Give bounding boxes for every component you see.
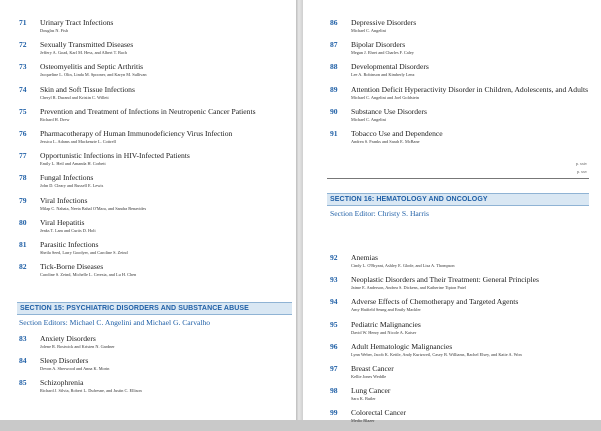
chapter-authors: Kellie Jones Weddle: [351, 373, 387, 379]
chapter-title[interactable]: Parasitic Infections: [40, 239, 99, 249]
chapter-authors: Cindy L. O'Bryant, Ashley E. Glode, and Lisa A. Thompson: [351, 263, 455, 268]
chapter-title[interactable]: Depressive Disorders: [351, 18, 417, 27]
chapter-text: [40, 18, 290, 34]
chapter-authors: Milap C. Nahata, Neeta Bahal O'Mara, and Sandra Benavides: [40, 205, 147, 211]
left-page: [0, 0, 296, 420]
chapter-number: 92: [330, 253, 338, 262]
chapter-entry[interactable]: [19, 129, 290, 145]
chapter-entry[interactable]: [19, 262, 290, 278]
chapter-title[interactable]: Neoplastic Disorders and Their Treatment: General Principles: [351, 275, 539, 285]
chapter-list: [330, 18, 595, 151]
chapter-text: [40, 151, 290, 167]
chapter-authors: Jolene R. Bostwick and Kristen N. Gardner: [40, 344, 115, 349]
chapter-title[interactable]: Lung Cancer: [351, 386, 391, 396]
chapter-authors: Andrea S. Franks and Sarah E. McBane: [351, 138, 420, 144]
chapter-text: [40, 218, 290, 234]
chapter-title[interactable]: Viral Hepatitis: [40, 217, 85, 227]
chapter-text: [351, 107, 595, 123]
chapter-entry[interactable]: [330, 408, 595, 424]
chapter-entry[interactable]: [330, 18, 595, 34]
chapter-number: 83: [19, 334, 27, 343]
chapter-number: 74: [19, 84, 27, 94]
page-mark: p. xxiv: [575, 161, 587, 166]
chapter-entry[interactable]: [19, 18, 290, 34]
chapter-number: 84: [19, 356, 27, 366]
chapter-authors: David W. Henry and Nicole A. Kaiser: [351, 329, 417, 335]
chapter-text: [351, 275, 595, 291]
chapter-number: 80: [19, 217, 27, 227]
chapter-authors: Lee A. Robinson and Kimberly Lenz: [351, 72, 415, 78]
chapter-text: [40, 356, 290, 372]
chapter-number: 89: [330, 84, 338, 94]
chapter-entry[interactable]: [19, 334, 290, 350]
chapter-number: 76: [19, 128, 27, 138]
chapter-text: [351, 386, 595, 402]
chapter-text: [40, 40, 290, 56]
chapter-entry[interactable]: [19, 151, 290, 167]
chapter-text: [351, 297, 595, 313]
chapter-number: 88: [330, 62, 338, 72]
chapter-number: 79: [19, 195, 27, 205]
chapter-title[interactable]: Colorectal Cancer: [351, 408, 407, 418]
chapter-entry[interactable]: [330, 107, 595, 123]
chapter-number: 72: [19, 40, 27, 50]
chapter-authors: Devon A. Sherwood and Anna K. Morin: [40, 366, 110, 372]
chapter-text: [40, 262, 290, 278]
chapter-entry[interactable]: [330, 62, 595, 78]
chapter-text: [40, 62, 290, 78]
page-marks: [576, 160, 587, 176]
chapter-text: [40, 240, 290, 256]
chapter-authors: Jaime E. Anderson, Andrea S. Dickens, and Katherine Tipton Patel: [351, 285, 466, 291]
page-gutter: [296, 0, 303, 420]
chapter-title[interactable]: Urinary Tract Infections: [40, 18, 114, 27]
chapter-text: [351, 62, 595, 78]
chapter-title[interactable]: Sexually Transmitted Diseases: [40, 40, 134, 50]
chapter-entry[interactable]: [19, 85, 290, 101]
chapter-list: [19, 18, 290, 284]
chapter-title[interactable]: Fungal Infections: [40, 173, 94, 183]
chapter-entry[interactable]: [19, 173, 290, 189]
chapter-title[interactable]: Adult Hematologic Malignancies: [351, 341, 453, 351]
divider: [327, 178, 589, 179]
chapter-title[interactable]: Tobacco Use and Dependence: [351, 128, 443, 138]
chapter-entry[interactable]: [330, 342, 595, 358]
chapter-title[interactable]: Skin and Soft Tissue Infections: [40, 84, 135, 94]
chapter-authors: Michael C. Angelini and Joel Goldstein: [351, 94, 420, 100]
chapter-number: 96: [330, 341, 338, 351]
chapter-title[interactable]: Sleep Disorders: [40, 356, 89, 366]
chapter-list: [19, 334, 290, 401]
chapter-authors: Cheryl R. Durand and Kristin C. Willett: [40, 94, 109, 100]
chapter-title[interactable]: Anxiety Disorders: [40, 334, 96, 343]
chapter-number: 71: [19, 18, 27, 27]
chapter-number: 85: [19, 378, 27, 388]
chapter-authors: Emily L. Heil and Amanda H. Corbett: [40, 161, 106, 167]
chapter-title[interactable]: Adverse Effects of Chemotherapy and Targeted Agents: [351, 297, 519, 307]
chapter-number: 86: [330, 18, 338, 27]
chapter-title[interactable]: Breast Cancer: [351, 363, 394, 373]
chapter-number: 93: [330, 275, 338, 285]
chapter-entry[interactable]: [19, 378, 290, 394]
chapter-authors: Sheila Seed, Larry Goodyer, and Caroline S. Zeind: [40, 249, 128, 255]
page-mark: p. xxv: [577, 169, 587, 174]
chapter-authors: Jessica L. Adams and Mackenzie L. Cottrell: [40, 138, 116, 144]
chapter-entry[interactable]: [19, 196, 290, 212]
chapter-text: [40, 196, 290, 212]
chapter-entry[interactable]: [330, 129, 595, 145]
chapter-entry[interactable]: [330, 364, 595, 380]
section-header: SECTION 16: HEMATOLOGY AND ONCOLOGY: [327, 193, 589, 206]
section-editors: Section Editors: Michael C. Angelini and Michael G. Carvalho: [19, 318, 211, 327]
chapter-entry[interactable]: [19, 40, 290, 56]
chapter-text: [351, 253, 595, 269]
chapter-text: [40, 129, 290, 145]
chapter-text: [351, 85, 595, 101]
chapter-title[interactable]: Substance Use Disorders: [351, 106, 427, 116]
chapter-authors: Sara K. Butler: [351, 396, 376, 402]
chapter-entry[interactable]: [330, 85, 595, 101]
chapter-authors: Lynn Weber, Jacob K. Kettle, Andy Kurtzweil, Casey B. Williams, Rachel Elsey, and Katie A. Won: [351, 351, 522, 357]
chapter-text: [40, 378, 290, 394]
chapter-entry[interactable]: [330, 320, 595, 336]
chapter-entry[interactable]: [330, 40, 595, 56]
chapter-title[interactable]: Pediatric Malignancies: [351, 319, 421, 329]
chapter-title[interactable]: Tick-Borne Diseases: [40, 262, 104, 272]
chapter-text: [351, 364, 595, 380]
chapter-number: 73: [19, 62, 27, 72]
chapter-title[interactable]: Opportunistic Infections in HIV-Infected Patients: [40, 151, 190, 161]
chapter-text: [40, 173, 290, 189]
chapter-number: 90: [330, 106, 338, 116]
chapter-number: 91: [330, 128, 338, 138]
chapter-text: [351, 320, 595, 336]
chapter-text: [40, 85, 290, 101]
chapter-title[interactable]: Developmental Disorders: [351, 62, 429, 72]
chapter-authors: Jenks T. Lam and Curtis D. Holt: [40, 227, 96, 233]
chapter-title[interactable]: Attention Deficit Hyperactivity Disorder in Children, Adolescents, and Adults: [351, 84, 589, 94]
chapter-title[interactable]: Viral Infections: [40, 195, 88, 205]
chapter-entry[interactable]: [19, 356, 290, 372]
chapter-number: 97: [330, 363, 338, 373]
chapter-entry[interactable]: [19, 107, 290, 123]
chapter-number: 78: [19, 173, 27, 183]
chapter-title[interactable]: Osteomyelitis and Septic Arthritis: [40, 62, 144, 72]
chapter-text: [351, 129, 595, 145]
chapter-title[interactable]: Pharmacotherapy of Human Immunodeficiency Virus Infection: [40, 128, 233, 138]
chapter-number: 94: [330, 297, 338, 307]
chapter-number: 99: [330, 408, 338, 418]
chapter-entry[interactable]: [330, 386, 595, 402]
chapter-list: [330, 253, 595, 431]
chapter-authors: Michael C. Angelini: [351, 116, 386, 122]
chapter-number: 98: [330, 386, 338, 396]
chapter-title[interactable]: Bipolar Disorders: [351, 40, 406, 50]
chapter-number: 95: [330, 319, 338, 329]
chapter-entry[interactable]: [19, 218, 290, 234]
chapter-authors: Megan J. Ehret and Charles F. Caley: [351, 50, 414, 56]
chapter-number: 77: [19, 151, 27, 161]
section-header: SECTION 15: PSYCHIATRIC DISORDERS AND SUBSTANCE ABUSE: [17, 302, 292, 315]
section-editors: Section Editor: Christy S. Harris: [330, 209, 429, 218]
chapter-text: [351, 408, 595, 424]
chapter-authors: John D. Cleary and Russell E. Lewis: [40, 183, 104, 189]
chapter-authors: Michael C. Angelini: [351, 28, 386, 33]
chapter-authors: Richard H. Drew: [40, 116, 70, 122]
chapter-entry[interactable]: [19, 62, 290, 78]
chapter-authors: Amy Hatfield Seung and Emily Mackler: [351, 307, 421, 313]
chapter-authors: Jeffery A. Goad, Karl M. Hess, and Albert T. Bach: [40, 50, 127, 56]
chapter-entry[interactable]: [330, 297, 595, 313]
chapter-text: [40, 107, 290, 123]
chapter-text: [40, 334, 290, 350]
chapter-title[interactable]: Anemias: [351, 253, 378, 262]
chapter-authors: Richard J. Silvia, Robert L. Dufresne, and Justin C. Ellison: [40, 388, 142, 394]
chapter-number: 87: [330, 40, 338, 50]
chapter-entry[interactable]: [330, 253, 595, 269]
chapter-text: [351, 342, 595, 358]
chapter-authors: Jacqueline L. Olin, Linda M. Spooner, and Karyn M. Sullivan: [40, 72, 147, 78]
chapter-authors: Medio Blazer: [351, 418, 375, 424]
chapter-text: [351, 18, 595, 34]
chapter-title[interactable]: Schizophrenia: [40, 378, 84, 388]
chapter-number: 82: [19, 262, 27, 272]
chapter-number: 81: [19, 239, 27, 249]
chapter-authors: Douglas N. Fish: [40, 28, 69, 33]
right-page: [303, 0, 601, 424]
chapter-entry[interactable]: [330, 275, 595, 291]
chapter-authors: Caroline S. Zeind, Michelle L. Ceresia, and Lu H. Chen: [40, 272, 137, 278]
chapter-text: [351, 40, 595, 56]
chapter-title[interactable]: Prevention and Treatment of Infections in Neutropenic Cancer Patients: [40, 106, 256, 116]
chapter-entry[interactable]: [19, 240, 290, 256]
chapter-number: 75: [19, 106, 27, 116]
